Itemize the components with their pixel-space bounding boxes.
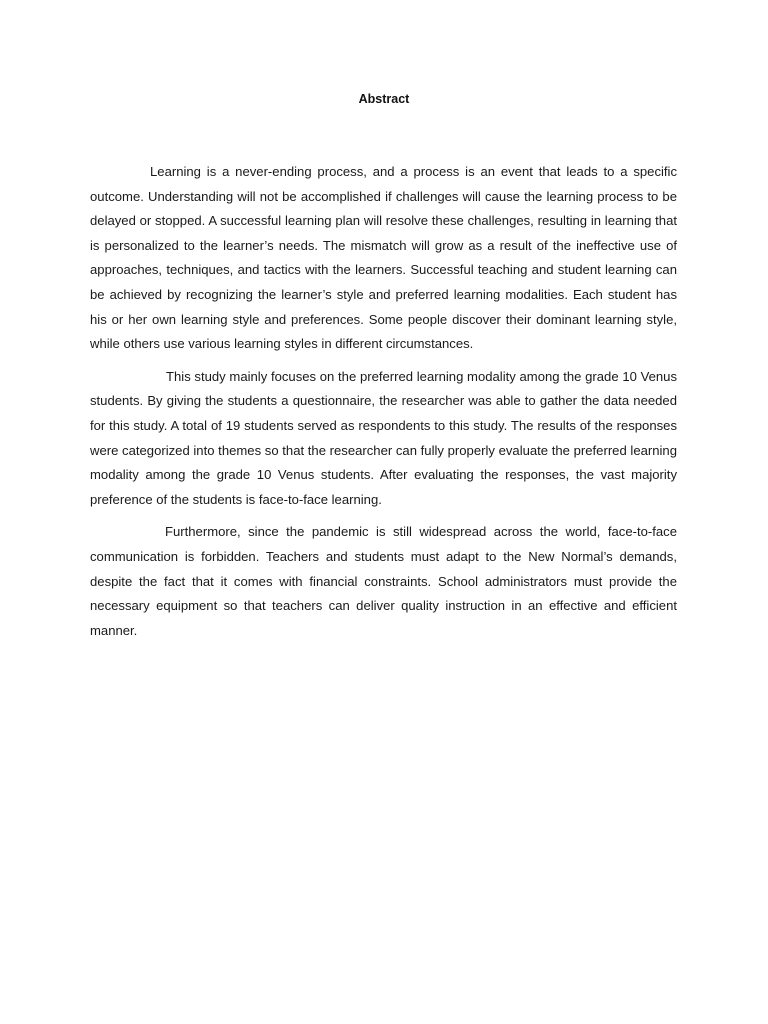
paragraph-2: This study mainly focuses on the preferred learning modality among the grade 10 Venus students. By giving the students a questionnaire, the researcher was able to gather the data needed for this study. A total of 19 students served as respondents to this study. The results of the responses were categorized into themes so that the researcher can fully properly evaluate the preferred learning modality among the grade 10 Venus students. After evaluating the responses, the vast majority preference of the students is face-to-face learning. [90,368,677,507]
page-title: Abstract [358,92,410,106]
paragraph-3: Furthermore, since the pandemic is still widespread across the world, face-to-face communication is forbidden. Teachers and students must adapt to the New Normal’s demands, despite the fact that it comes with financial constraints. School administrators must provide the necessary equipment so that teachers can deliver quality instruction in an effective and efficient manner. [90,524,677,638]
paragraph-1: Learning is a never-ending process, and a process is an event that leads to a specific outcome. Understanding will not be accomplished if challenges will cause the learning process to be delayed or stopped. A successful learning plan will resolve these challenges, resulting in learning that is personalized to the learner’s needs. The mismatch will grow as a result of the ineffective use of approaches, techniques, and tactics with the learners. Successful teaching and student learning can be achieved by recognizing the learner’s style and preferred learning modalities. Each student has his or her own learning style and preferences. Some people discover their dominant learning style, while others use various learning styles in different circumstances. [90,164,677,352]
abstract-body [90,160,677,651]
